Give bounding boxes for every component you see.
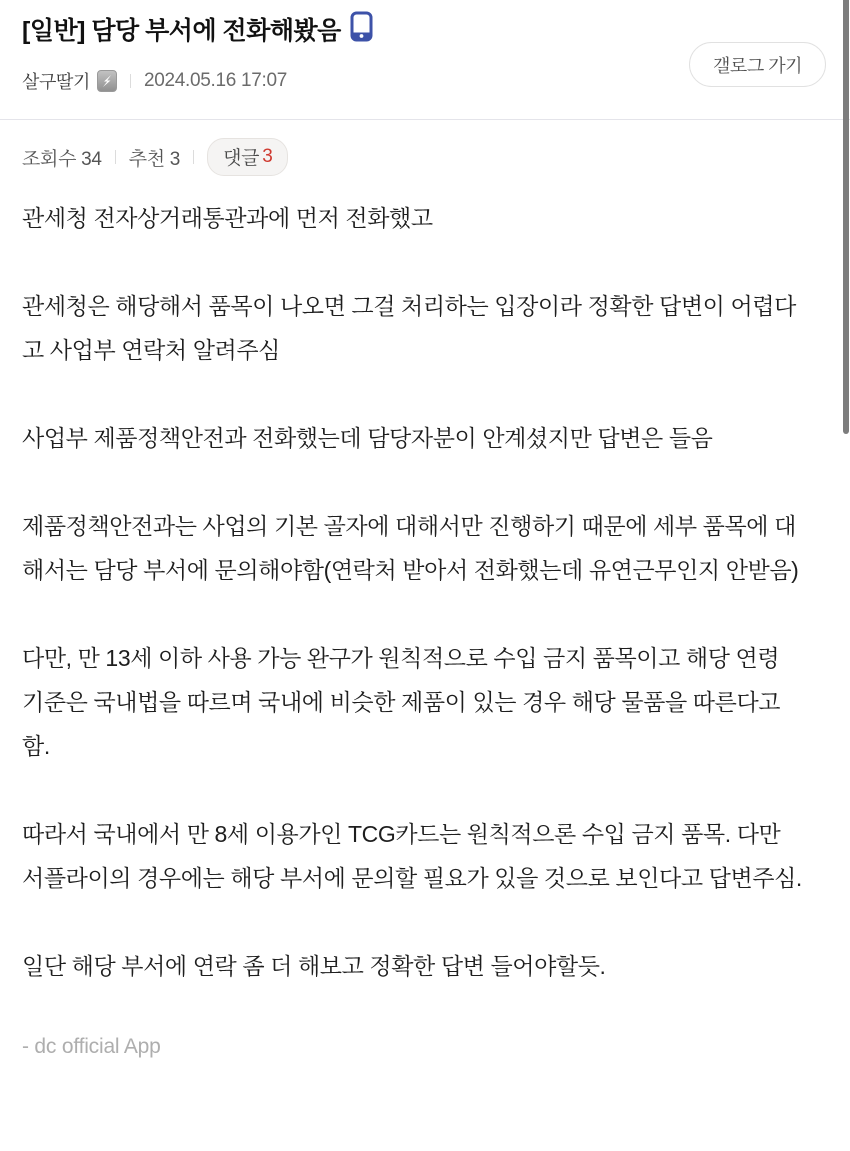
recommend-value: 3 [169, 148, 181, 170]
phone-icon [350, 11, 373, 51]
gallog-badge-icon[interactable] [97, 70, 117, 92]
post-timestamp: 2024.05.16 17:07 [143, 70, 288, 91]
body-paragraph: 제품정책안전과는 사업의 기본 골자에 대해서만 진행하기 때문에 세부 품목에 대해서는 담당 부서에 문의해야함(연락처 받아서 전화했는데 유연근무인지 안받음) [22, 513, 799, 583]
comments-label: 댓글 [223, 148, 260, 169]
scrollbar-thumb[interactable] [843, 0, 849, 434]
views-stat [22, 144, 102, 171]
app-signature: - dc official App [22, 1035, 161, 1058]
recommend-stat [129, 144, 180, 171]
views-label: 조회수 [22, 148, 77, 170]
gallog-go-button[interactable]: 갤로그 가기 [689, 42, 826, 87]
post-header [0, 0, 850, 95]
body-paragraph: 사업부 제품정책안전과 전화했는데 담당자분이 안계셨지만 답변은 들음 [22, 425, 713, 451]
views-value: 34 [81, 148, 102, 170]
author-name[interactable]: 살구딸기 [22, 72, 90, 92]
stats-divider [115, 150, 116, 164]
comments-value: 3 [262, 145, 273, 167]
stats-divider-2 [193, 150, 194, 164]
author-date-divider [130, 74, 131, 88]
body-paragraph: 따라서 국내에서 만 8세 이용가인 TCG카드는 원칙적으론 수입 금지 품목. 다만 서플라이의 경우에는 해당 부서에 문의할 필요가 있을 것으로 보인다고 답변주심. [22, 821, 802, 891]
header-divider [0, 119, 850, 120]
body-paragraph: 관세청 전자상거래통관과에 먼저 전화했고 [22, 205, 433, 231]
body-paragraph: 다만, 만 13세 이하 사용 가능 완구가 원칙적으로 수입 금지 품목이고 해당 연령 기준은 국내법을 따르며 국내에 비슷한 제품이 있는 경우 해당 물품을 따른다고 함. [22, 645, 781, 759]
body-paragraph: 일단 해당 부서에 연락 좀 더 해보고 정확한 답변 들어야할듯. [22, 953, 606, 979]
post-title-text: [일반] 담당 부서에 전화해봤음 [22, 16, 341, 45]
body-paragraph: 관세청은 해당해서 품목이 나오면 그걸 처리하는 입장이라 정확한 답변이 어렵다고 사업부 연락처 알려주심 [22, 293, 796, 363]
comment-count-badge[interactable] [207, 138, 288, 176]
post-body [0, 196, 828, 988]
recommend-label: 추천 [128, 148, 165, 170]
stats-row [0, 142, 850, 172]
